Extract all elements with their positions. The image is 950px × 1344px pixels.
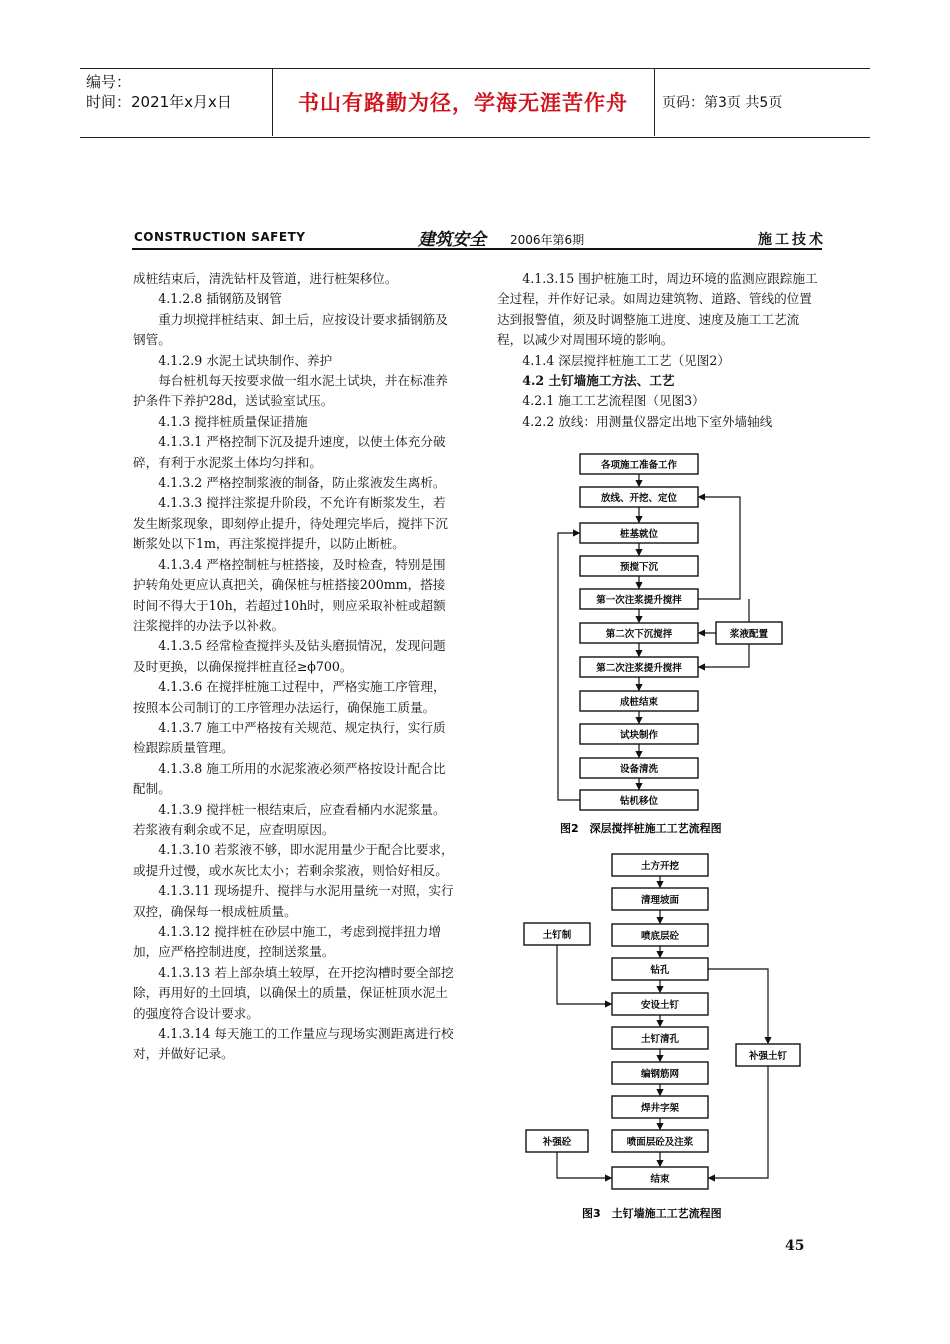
right-column [497,269,823,432]
paragraph: 4.1.3.6 在搅拌桩施工过程中，严格实施工序管理，按照本公司制订的工序管理办法运行，确保施工质量。 [133,679,446,715]
paragraph: 4.1.3.8 施工所用的水泥浆液必须严格按设计配合比配制。 [133,760,446,797]
paragraph: 4.1.3.2 严格控制浆液的制备，防止浆液发生离析。 [158,475,446,491]
paragraph: 4.1.2.8 插钢筋及钢管 [158,291,282,307]
figure3-step [612,1027,708,1049]
flow-step-label: 桩基就位 [619,529,659,540]
figure2-step [580,523,698,543]
paragraph: 4.1.3.14 每天施工的工作量应与现场实测距离进行校对，并做好记录。 [133,1026,454,1062]
flow-connector [557,1152,611,1178]
paragraph: 重力坝搅拌桩结束、卸土后，应按设计要求插钢筋及钢管。 [133,311,448,348]
paragraph: 4.1.3.12 搅拌桩在砂层中施工，考虑到搅拌扭力增加，应严格控制进度，控制送浆量。 [133,924,441,960]
flow-step-label: 设备清洗 [619,764,659,775]
paragraph: 4.1.3.13 若上部杂填土较厚，在开挖沟槽时要全部挖除，再用好的土回填，以确保土的质量，保证桩顶水泥土的强度符合设计要求。 [133,964,454,1021]
flow-step-label: 编钢筋网 [640,1069,680,1080]
journal-title: CONSTRUCTION SAFETY [134,230,306,244]
figure3-step [612,1062,708,1084]
header-divider [654,68,655,136]
figure3-step [612,1130,708,1152]
flow-step-label: 各项施工准备工作 [600,460,678,471]
paragraph: 4.1.3.3 搅拌注浆提升阶段，不允许有断浆发生，若发生断浆现象，即刻停止提升，待处理完毕后，搅拌下沉断浆处以下1m，再注浆搅拌提升，以防止断桩。 [133,495,448,552]
flow-step-label: 喷底层砼 [640,931,680,942]
date-label: 时间：2021年x月x日 [86,93,232,111]
flow-step-label: 第二次下沉搅拌 [605,629,673,640]
figure3-caption: 图3 土钉墙施工工艺流程图 [582,1207,722,1220]
flow-step-label: 焊井字架 [640,1103,680,1114]
figure3-step [612,924,708,946]
flow-step-label: 浆液配置 [729,629,769,640]
flow-step-label: 预搅下沉 [619,562,659,573]
paragraph: 成桩结束后，清洗钻杆及管道，进行桩架移位。 [133,271,398,286]
flow-step-label: 安设土钉 [640,1000,680,1011]
paragraph: 4.1.2.9 水泥土试块制作、养护 [158,352,333,368]
figure3-flowchart [520,850,820,1225]
paragraph: 4.2 土钉墙施工方法、工艺 [522,373,675,389]
flow-step-label: 喷面层砼及注浆 [626,1137,694,1148]
flow-step-label: 第二次注浆提升搅拌 [596,663,682,674]
paragraph: 4.1.3.10 若浆液不够，即水泥用量少于配合比要求，或提升过慢，或水灰比太小；若剩余浆液，则恰好相反。 [133,842,454,878]
figure3-right-box [736,1044,800,1066]
figure2-step [580,657,698,677]
flow-step-label: 土钉清孔 [640,1034,680,1045]
figure2-step [580,454,698,474]
figure2-side-box [716,622,782,644]
flow-step-label: 补强土钉 [748,1051,788,1062]
flow-step-label: 钻孔 [650,965,670,976]
page-info: 页码：第3页 共5页 [662,95,783,111]
figure2-step [580,758,698,778]
flow-step-label: 土钉制 [542,930,572,941]
flow-step-label: 土方开挖 [640,861,680,872]
flow-connector [698,497,740,599]
paragraph: 4.1.3.9 搅拌桩一根结束后，应查看桶内水泥浆量。若浆液有剩余或不足，应查明原因。 [133,801,446,837]
page-number: 45 [785,1238,805,1254]
journal-logo: 建筑安全 [418,230,486,250]
paragraph: 4.1.3.5 经常检查搅拌头及钻头磨损情况，发现问题及时更换，以确保搅拌桩直径≥ϕ700。 [133,638,446,674]
figure2-step [580,724,698,744]
flow-step-label: 放线、开挖、定位 [600,493,678,504]
journal-issue: 2006年第6期 [510,233,585,247]
flow-step-label: 第一次注浆提升搅拌 [596,595,682,606]
figure3-step [612,888,708,910]
flow-step-label: 钻机移位 [619,796,659,807]
flow-connector [708,969,768,1043]
figure3-step [612,958,708,980]
figure2-caption: 图2 深层搅拌桩施工工艺流程图 [560,822,722,835]
flow-connector [709,1066,768,1178]
figure2-step [580,556,698,576]
figure3-step [612,854,708,876]
serial-label: 编号： [86,73,132,91]
figure3-step [612,1167,708,1189]
figure2-step [580,790,698,810]
left-column [133,269,456,1065]
paragraph: 4.1.4 深层搅拌桩施工工艺（见图2） [522,352,730,368]
flow-connector [558,533,580,800]
header-rule [132,248,822,250]
figure2-flowchart [540,450,840,840]
paragraph: 每台桩机每天按要求做一组水泥土试块，并在标准养护条件下养护28d，送试验室试压。 [133,373,448,409]
flow-step-label: 结束 [650,1174,670,1185]
flow-step-label: 补强砼 [542,1137,572,1148]
paragraph: 4.2.1 施工工艺流程图（见图3） [522,393,705,409]
figure3-left-bottom [526,1130,588,1152]
paragraph: 4.2.2 放线：用测量仪器定出地下室外墙轴线 [522,413,773,429]
section-title: 施工技术 [758,232,826,248]
paragraph: 4.1.3.1 严格控制下沉及提升速度，以使土体充分破碎，有利于水泥浆土体均匀拌和。 [133,434,446,470]
motto: 书山有路勤为径，学海无涯苦作舟 [298,91,628,115]
flow-connector [557,945,611,1004]
figure3-left-top [524,923,590,945]
flow-step-label: 成桩结束 [619,697,659,708]
flow-step-label: 清理坡面 [640,895,680,906]
flow-step-label: 试块制作 [619,730,659,741]
figure3-step [612,1096,708,1118]
paragraph: 4.1.3.7 施工中严格按有关规范、规定执行，实行质检跟踪质量管理。 [133,719,446,756]
paragraph: 4.1.3.4 严格控制桩与桩搭接，及时检查，特别是围护转角处更应认真把关，确保桩与桩搭接200mm，搭接时间不得大于10h，若超过10h时，则应采取补桩或超额注浆搅拌的办法予以补救。 [133,556,446,633]
paragraph: 4.1.3.15 围护桩施工时，周边环境的监测应跟踪施工全过程，并作好记录。如周边建筑物、道路、管线的位置达到报警值，须及时调整施工进度、速度及施工工艺流程，以减少对周围环境的影响。 [497,271,818,348]
figure2-step [580,623,698,643]
flow-connector [699,644,749,667]
figure3-step [612,993,708,1015]
figure2-step [580,487,698,507]
paragraph: 4.1.3.11 现场提升、搅拌与水泥用量统一对照，实行双控，确保每一根成桩质量。 [133,883,454,919]
figure2-step [580,691,698,711]
paragraph: 4.1.3 搅拌桩质量保证措施 [158,413,308,429]
figure2-step [580,589,698,609]
